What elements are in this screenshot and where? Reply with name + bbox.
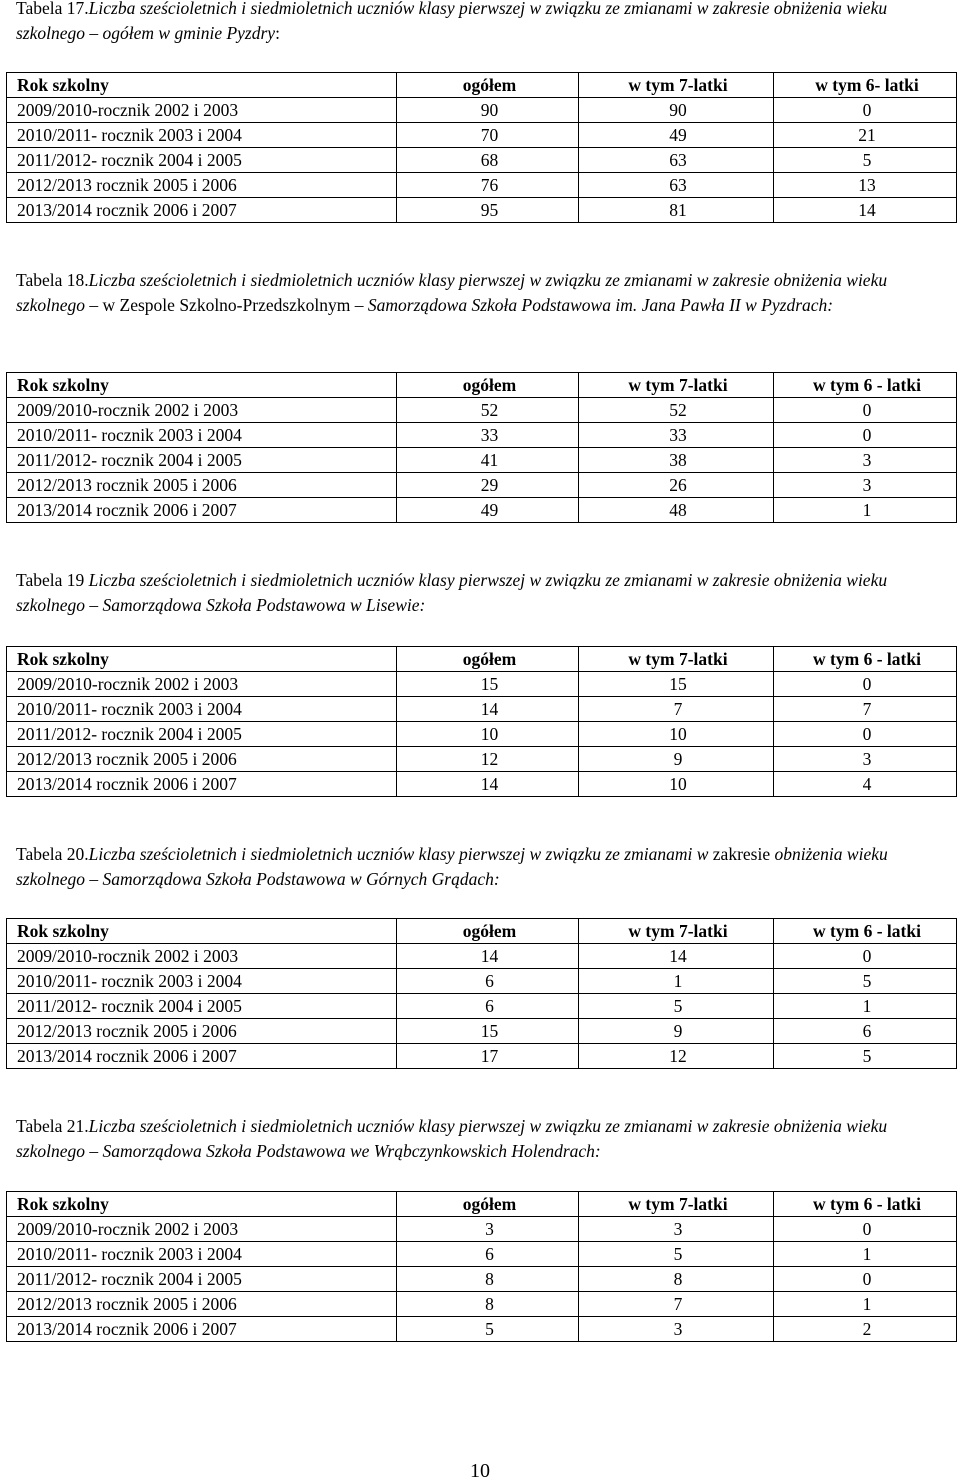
count-cell: 4	[774, 772, 957, 797]
count-cell: 2	[774, 1317, 957, 1342]
count-cell: 3	[579, 1317, 774, 1342]
caption-text: Liczba sześcioletnich i siedmioletnich uczniów klasy pierwszej w związku ze zmianami w	[88, 844, 713, 864]
table-caption	[0, 842, 960, 892]
table-section	[0, 1114, 960, 1164]
count-cell: 0	[774, 944, 957, 969]
caption-text: Liczba sześcioletnich i siedmioletnich uczniów klasy pierwszej w związku ze zmianami w zakresie obniżenia wieku szkolnego – Samorządowa Szkoła Podstawowa w Lisewie:	[16, 570, 888, 615]
table-header-row	[7, 647, 957, 672]
school-year-cell: 2011/2012- rocznik 2004 i 2005	[7, 994, 397, 1019]
count-cell: 63	[579, 148, 774, 173]
count-cell: 52	[397, 398, 579, 423]
count-cell: 5	[774, 969, 957, 994]
table-row	[7, 994, 957, 1019]
table-row	[7, 969, 957, 994]
page-number: 10	[470, 1460, 490, 1482]
table-row	[7, 1217, 957, 1242]
school-year-cell: 2012/2013 rocznik 2005 i 2006	[7, 473, 397, 498]
count-cell: 90	[397, 98, 579, 123]
table-row	[7, 423, 957, 448]
count-cell: 1	[774, 498, 957, 523]
count-cell: 14	[397, 944, 579, 969]
count-cell: 9	[579, 747, 774, 772]
count-cell: 14	[579, 944, 774, 969]
count-cell: 3	[774, 747, 957, 772]
school-year-cell: 2010/2011- rocznik 2003 i 2004	[7, 1242, 397, 1267]
table-caption	[0, 1114, 960, 1164]
column-header: ogółem	[397, 1192, 579, 1217]
table-row	[7, 1044, 957, 1069]
count-cell: 41	[397, 448, 579, 473]
count-cell: 3	[774, 448, 957, 473]
school-year-cell: 2009/2010-rocznik 2002 i 2003	[7, 1217, 397, 1242]
column-header: w tym 7-latki	[579, 373, 774, 398]
column-header: Rok szkolny	[7, 647, 397, 672]
table-row	[7, 173, 957, 198]
data-table	[6, 372, 957, 523]
column-header: w tym 7-latki	[579, 647, 774, 672]
count-cell: 0	[774, 672, 957, 697]
table-row	[7, 1292, 957, 1317]
table-label: Tabela 18.	[16, 270, 89, 290]
table-row	[7, 722, 957, 747]
caption-text: – Samorządowa Szkoła Podstawowa im. Jana Pawła II w Pyzdrach:	[350, 295, 834, 315]
count-cell: 33	[579, 423, 774, 448]
school-year-cell: 2011/2012- rocznik 2004 i 2005	[7, 148, 397, 173]
table-section	[0, 842, 960, 892]
table-row	[7, 772, 957, 797]
table-header-row	[7, 1192, 957, 1217]
count-cell: 1	[774, 1292, 957, 1317]
count-cell: 8	[397, 1292, 579, 1317]
table-row	[7, 98, 957, 123]
school-year-cell: 2011/2012- rocznik 2004 i 2005	[7, 722, 397, 747]
count-cell: 7	[774, 697, 957, 722]
data-table	[6, 72, 957, 223]
school-year-cell: 2012/2013 rocznik 2005 i 2006	[7, 173, 397, 198]
count-cell: 63	[579, 173, 774, 198]
column-header: ogółem	[397, 919, 579, 944]
count-cell: 12	[579, 1044, 774, 1069]
count-cell: 0	[774, 98, 957, 123]
count-cell: 48	[579, 498, 774, 523]
count-cell: 7	[579, 697, 774, 722]
school-year-cell: 2010/2011- rocznik 2003 i 2004	[7, 697, 397, 722]
data-table	[6, 1191, 957, 1342]
table-row	[7, 398, 957, 423]
school-year-cell: 2009/2010-rocznik 2002 i 2003	[7, 944, 397, 969]
school-year-cell: 2009/2010-rocznik 2002 i 2003	[7, 398, 397, 423]
table-header-row	[7, 373, 957, 398]
count-cell: 6	[397, 969, 579, 994]
column-header: ogółem	[397, 373, 579, 398]
table-row	[7, 198, 957, 223]
table-row	[7, 123, 957, 148]
column-header: Rok szkolny	[7, 373, 397, 398]
count-cell: 0	[774, 1267, 957, 1292]
count-cell: 1	[774, 994, 957, 1019]
table-caption	[0, 0, 960, 46]
school-year-cell: 2013/2014 rocznik 2006 i 2007	[7, 198, 397, 223]
caption-text: :	[275, 23, 280, 43]
count-cell: 1	[774, 1242, 957, 1267]
table-row	[7, 448, 957, 473]
table-label: Tabela 20.	[16, 844, 89, 864]
school-year-cell: 2010/2011- rocznik 2003 i 2004	[7, 423, 397, 448]
caption-text: Liczba sześcioletnich i siedmioletnich uczniów klasy pierwszej w związku ze zmianami w zakresie obniżenia wieku szkolnego –	[16, 270, 888, 315]
table-section	[0, 268, 960, 318]
table-row	[7, 473, 957, 498]
count-cell: 1	[579, 969, 774, 994]
table-row	[7, 747, 957, 772]
school-year-cell: 2010/2011- rocznik 2003 i 2004	[7, 123, 397, 148]
table-row	[7, 1317, 957, 1342]
count-cell: 3	[397, 1217, 579, 1242]
count-cell: 15	[397, 672, 579, 697]
count-cell: 26	[579, 473, 774, 498]
count-cell: 76	[397, 173, 579, 198]
count-cell: 14	[397, 697, 579, 722]
data-table	[6, 646, 957, 797]
column-header: w tym 6 - latki	[774, 647, 957, 672]
column-header: Rok szkolny	[7, 919, 397, 944]
count-cell: 15	[397, 1019, 579, 1044]
count-cell: 6	[397, 994, 579, 1019]
count-cell: 0	[774, 1217, 957, 1242]
count-cell: 3	[579, 1217, 774, 1242]
count-cell: 95	[397, 198, 579, 223]
column-header: w tym 6- latki	[774, 73, 957, 98]
count-cell: 13	[774, 173, 957, 198]
count-cell: 9	[579, 1019, 774, 1044]
table-row	[7, 672, 957, 697]
column-header: w tym 7-latki	[579, 1192, 774, 1217]
caption-text: Liczba sześcioletnich i siedmioletnich uczniów klasy pierwszej w związku ze zmianami w zakresie obniżenia wieku szkolnego – Samorządowa Szkoła Podstawowa we Wrąbczynkowskich Holendrach:	[16, 1116, 888, 1161]
count-cell: 8	[579, 1267, 774, 1292]
table-label: Tabela 17.	[16, 0, 89, 18]
caption-text: zakresie	[712, 844, 771, 864]
count-cell: 6	[774, 1019, 957, 1044]
count-cell: 14	[397, 772, 579, 797]
count-cell: 29	[397, 473, 579, 498]
count-cell: 0	[774, 423, 957, 448]
count-cell: 33	[397, 423, 579, 448]
column-header: w tym 6 - latki	[774, 919, 957, 944]
count-cell: 21	[774, 123, 957, 148]
school-year-cell: 2013/2014 rocznik 2006 i 2007	[7, 772, 397, 797]
count-cell: 17	[397, 1044, 579, 1069]
school-year-cell: 2009/2010-rocznik 2002 i 2003	[7, 98, 397, 123]
school-year-cell: 2010/2011- rocznik 2003 i 2004	[7, 969, 397, 994]
count-cell: 70	[397, 123, 579, 148]
count-cell: 10	[397, 722, 579, 747]
count-cell: 0	[774, 398, 957, 423]
count-cell: 5	[397, 1317, 579, 1342]
column-header: w tym 6 - latki	[774, 373, 957, 398]
count-cell: 38	[579, 448, 774, 473]
table-header-row	[7, 919, 957, 944]
table-label: Tabela 19	[16, 570, 89, 590]
school-year-cell: 2013/2014 rocznik 2006 i 2007	[7, 1317, 397, 1342]
data-table	[6, 918, 957, 1069]
column-header: ogółem	[397, 73, 579, 98]
school-year-cell: 2011/2012- rocznik 2004 i 2005	[7, 448, 397, 473]
caption-text: Liczba sześcioletnich i siedmioletnich uczniów klasy pierwszej w związku ze zmianami w zakresie obniżenia wieku szkolnego – ogółem w gminie Pyzdry	[16, 0, 888, 43]
school-year-cell: 2012/2013 rocznik 2005 i 2006	[7, 1019, 397, 1044]
school-year-cell: 2012/2013 rocznik 2005 i 2006	[7, 1292, 397, 1317]
table-row	[7, 1019, 957, 1044]
count-cell: 0	[774, 722, 957, 747]
count-cell: 5	[774, 1044, 957, 1069]
school-year-cell: 2009/2010-rocznik 2002 i 2003	[7, 672, 397, 697]
count-cell: 49	[579, 123, 774, 148]
table-label: Tabela 21.	[16, 1116, 89, 1136]
table-section	[0, 568, 960, 618]
count-cell: 3	[774, 473, 957, 498]
count-cell: 10	[579, 772, 774, 797]
count-cell: 52	[579, 398, 774, 423]
column-header: Rok szkolny	[7, 73, 397, 98]
column-header: ogółem	[397, 647, 579, 672]
column-header: Rok szkolny	[7, 1192, 397, 1217]
count-cell: 81	[579, 198, 774, 223]
count-cell: 68	[397, 148, 579, 173]
school-year-cell: 2013/2014 rocznik 2006 i 2007	[7, 1044, 397, 1069]
table-row	[7, 148, 957, 173]
school-year-cell: 2012/2013 rocznik 2005 i 2006	[7, 747, 397, 772]
table-row	[7, 944, 957, 969]
count-cell: 7	[579, 1292, 774, 1317]
count-cell: 14	[774, 198, 957, 223]
count-cell: 5	[579, 1242, 774, 1267]
count-cell: 12	[397, 747, 579, 772]
table-section	[0, 0, 960, 46]
table-header-row	[7, 73, 957, 98]
table-row	[7, 1267, 957, 1292]
caption-text: obniżenia wieku szkolnego – Samorządowa Szkoła Podstawowa w Górnych Grądach:	[16, 844, 888, 889]
table-row	[7, 697, 957, 722]
column-header: w tym 6 - latki	[774, 1192, 957, 1217]
table-caption	[0, 268, 960, 318]
count-cell: 90	[579, 98, 774, 123]
count-cell: 49	[397, 498, 579, 523]
caption-text: w Zespole Szkolno-Przedszkolnym	[102, 295, 351, 315]
school-year-cell: 2013/2014 rocznik 2006 i 2007	[7, 498, 397, 523]
table-row	[7, 1242, 957, 1267]
count-cell: 5	[579, 994, 774, 1019]
school-year-cell: 2011/2012- rocznik 2004 i 2005	[7, 1267, 397, 1292]
column-header: w tym 7-latki	[579, 73, 774, 98]
count-cell: 6	[397, 1242, 579, 1267]
count-cell: 15	[579, 672, 774, 697]
count-cell: 5	[774, 148, 957, 173]
table-caption	[0, 568, 960, 618]
count-cell: 10	[579, 722, 774, 747]
table-row	[7, 498, 957, 523]
count-cell: 8	[397, 1267, 579, 1292]
column-header: w tym 7-latki	[579, 919, 774, 944]
